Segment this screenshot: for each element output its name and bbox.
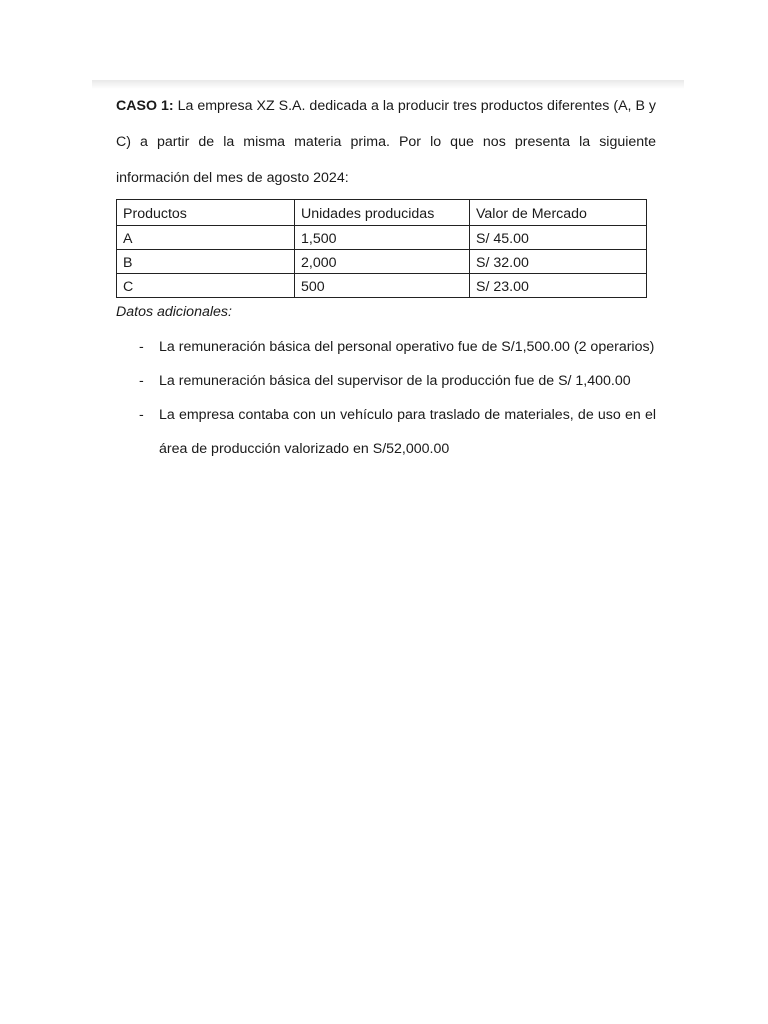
cell-units: 1,500 bbox=[295, 226, 470, 250]
header-valor: Valor de Mercado bbox=[470, 200, 647, 226]
list-item bbox=[116, 398, 656, 466]
cell-units: 2,000 bbox=[295, 250, 470, 274]
cell-product: C bbox=[117, 274, 295, 298]
bullet-dash: - bbox=[139, 339, 144, 355]
cell-value: S/ 23.00 bbox=[470, 274, 647, 298]
products-table bbox=[116, 199, 647, 298]
table-row bbox=[117, 274, 647, 298]
list-item bbox=[116, 330, 656, 364]
table-row bbox=[117, 250, 647, 274]
list-item bbox=[116, 364, 656, 398]
bullet-dash: - bbox=[139, 407, 144, 423]
cell-value: S/ 45.00 bbox=[470, 226, 647, 250]
cell-value: S/ 32.00 bbox=[470, 250, 647, 274]
case-intro-paragraph bbox=[116, 88, 656, 196]
list-item-text: La remuneración básica del personal operativo fue de S/1,500.00 (2 operarios) bbox=[159, 339, 655, 355]
case-label: CASO 1: bbox=[116, 98, 174, 114]
header-unidades: Unidades producidas bbox=[295, 200, 470, 226]
cell-product: B bbox=[117, 250, 295, 274]
table-header-row bbox=[117, 200, 647, 226]
case-intro-text: La empresa XZ S.A. dedicada a la producir tres productos diferentes (A, B y C) a partir de la misma materia prima. Por lo que nos presenta la siguiente información del mes de agosto 2024: bbox=[116, 98, 656, 186]
list-item-text: La empresa contaba con un vehículo para traslado de materiales, de uso en el área de producción valorizado en S/52,000.00 bbox=[159, 407, 656, 457]
additional-data-list bbox=[116, 330, 656, 466]
cell-units: 500 bbox=[295, 274, 470, 298]
list-item-text: La remuneración básica del supervisor de la producción fue de S/ 1,400.00 bbox=[159, 373, 631, 389]
additional-data-heading: Datos adicionales: bbox=[116, 304, 232, 320]
cell-product: A bbox=[117, 226, 295, 250]
table-row bbox=[117, 226, 647, 250]
header-productos: Productos bbox=[117, 200, 295, 226]
bullet-dash: - bbox=[139, 373, 144, 389]
document-page bbox=[116, 88, 656, 466]
